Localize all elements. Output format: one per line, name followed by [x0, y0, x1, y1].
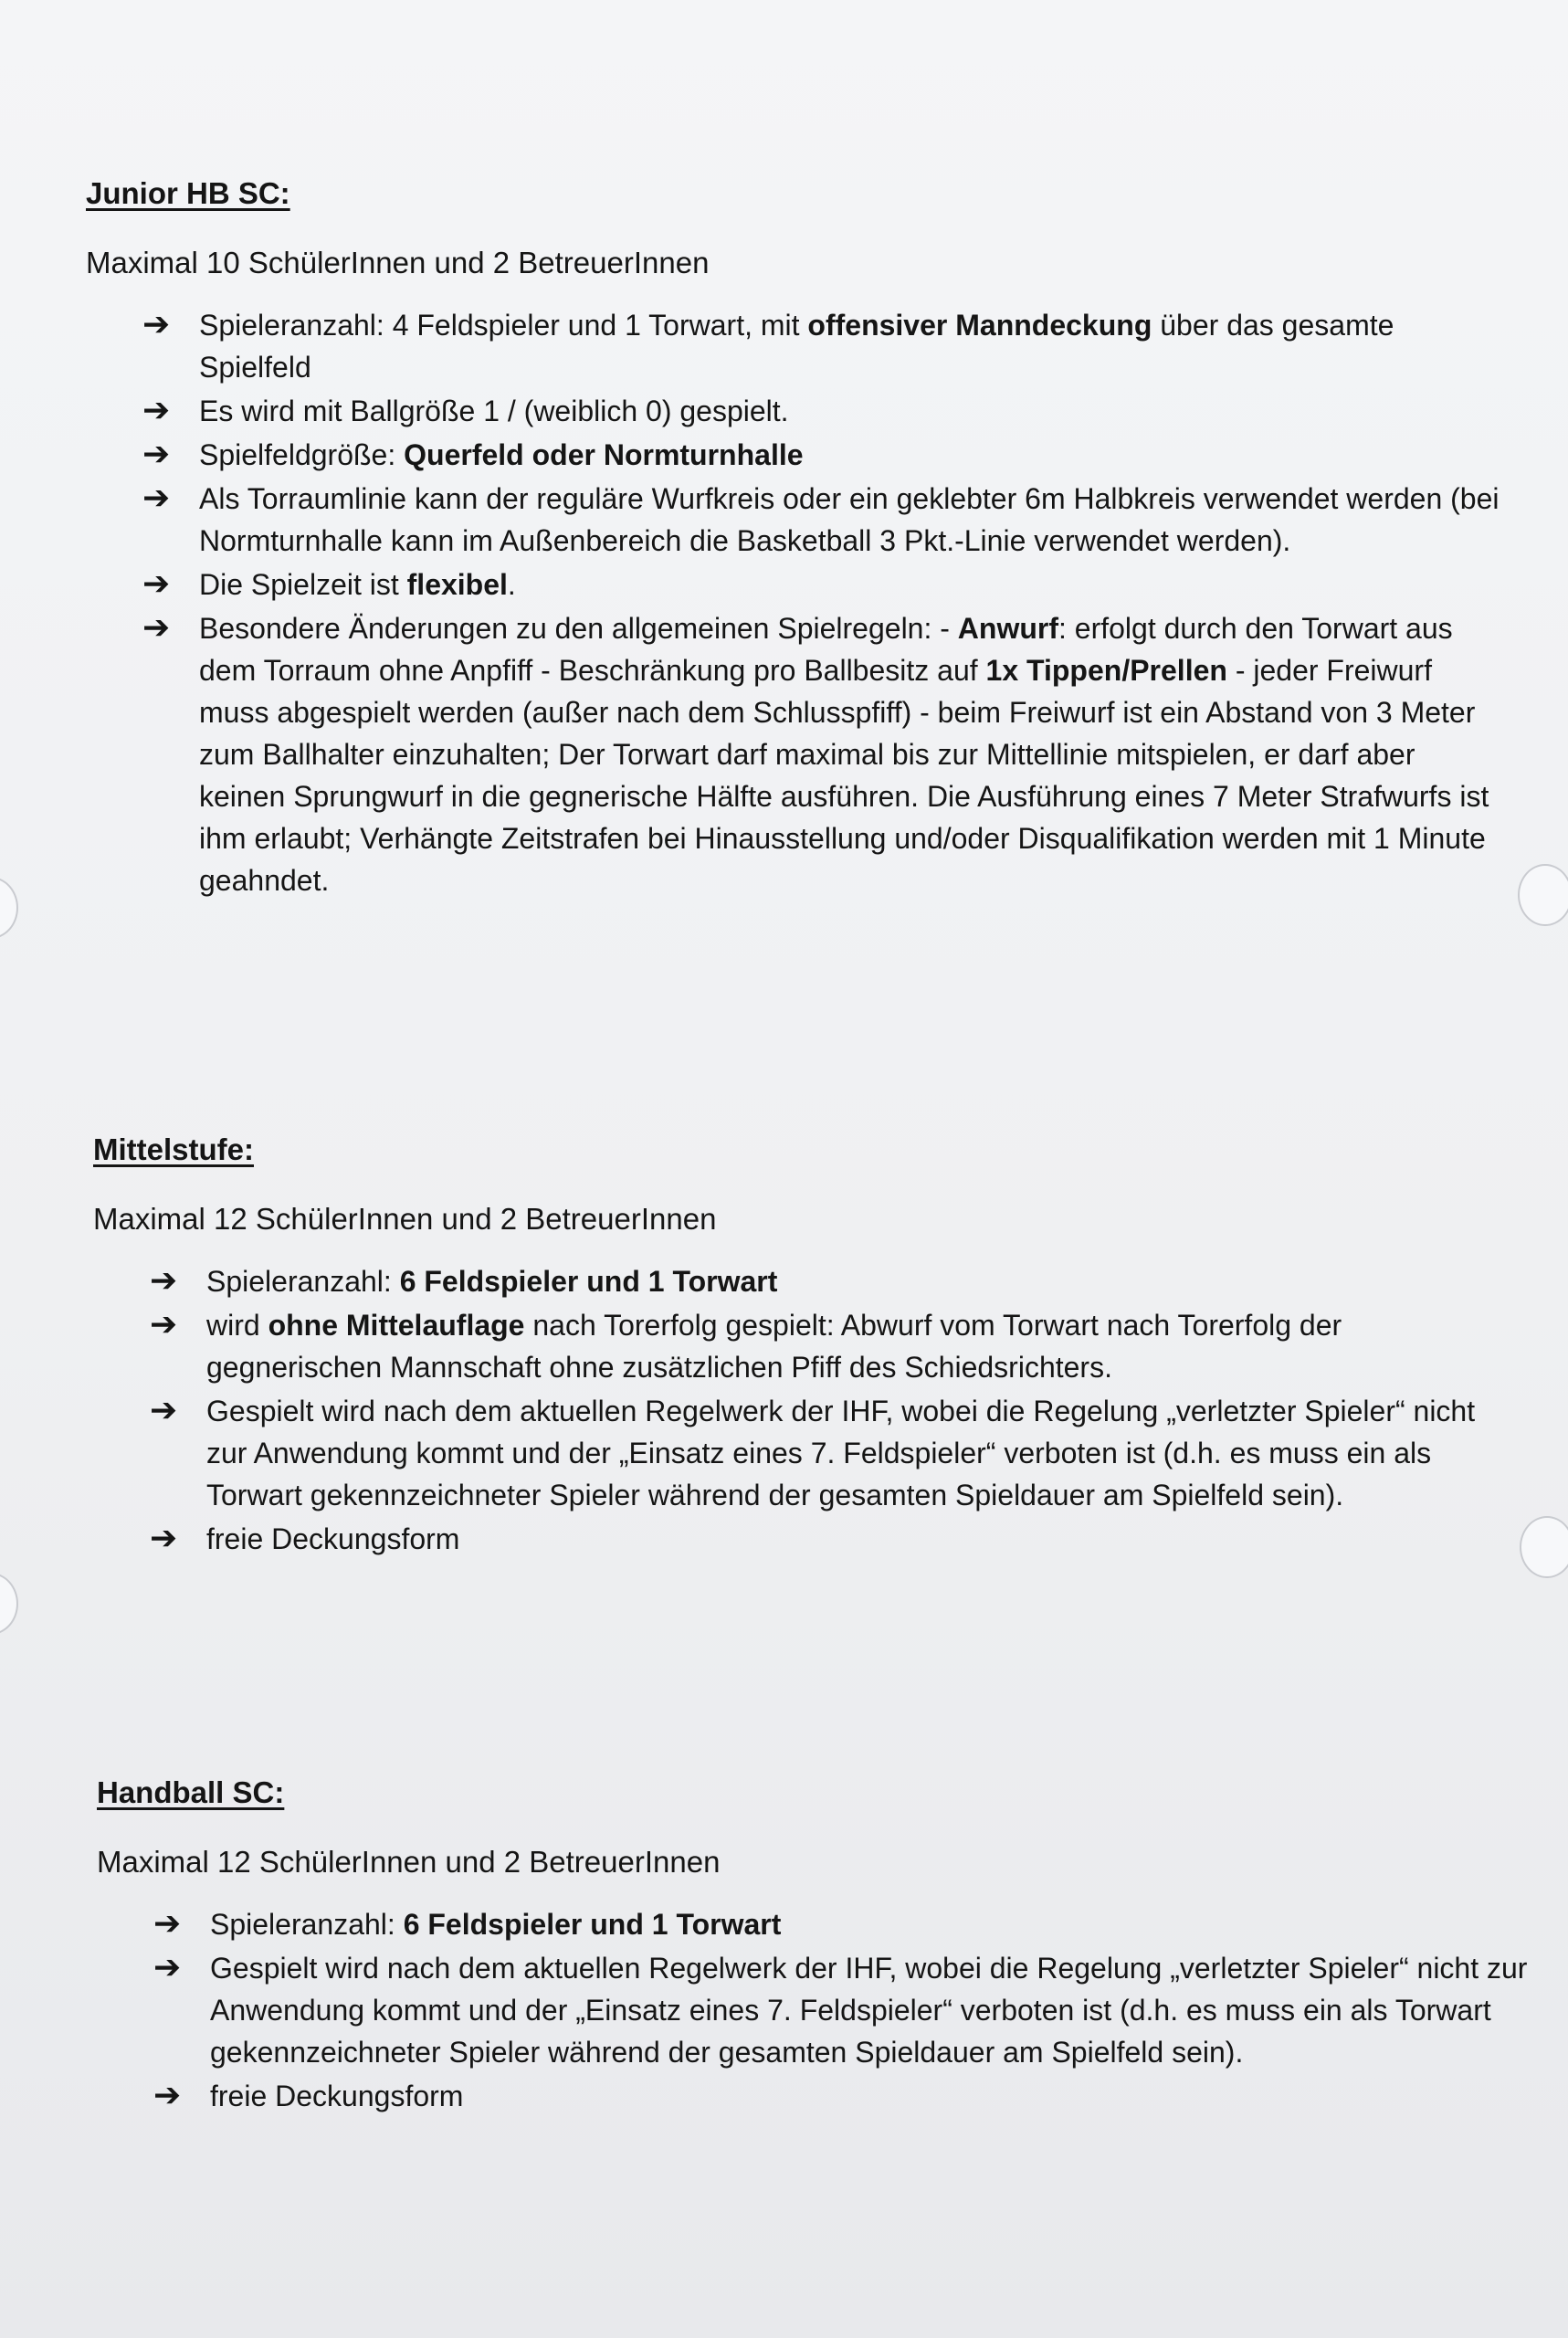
bullet-item — [150, 1518, 1521, 1560]
bullet-item — [153, 1903, 1543, 1945]
arrow-bullet-icon: ➔ — [153, 2077, 182, 2114]
bullet-list — [93, 1260, 1521, 1560]
bullet-list — [86, 304, 1505, 901]
text-run: Gespielt wird nach dem aktuellen Regelwerk der IHF, wobei die Regelung „verletzter Spieler“ nicht zur Anwendung kommt und der „Einsatz eines 7. Feldspieler“ verboten ist (d.h. es muss ein als Torwart gekennzeichneter Spieler während der gesamten Spieldauer am Spielfeld sein). — [206, 1395, 1476, 1511]
bold-text: 1x Tippen/Prellen — [985, 654, 1227, 687]
arrow-bullet-icon: ➔ — [142, 306, 171, 343]
bullet-item — [150, 1304, 1521, 1388]
arrow-bullet-icon: ➔ — [142, 479, 171, 517]
text-run: Spielfeldgröße: — [199, 438, 405, 471]
text-run: Die Spielzeit ist — [199, 568, 407, 601]
text-run: Als Torraumlinie kann der reguläre Wurfkreis oder ein geklebter 6m Halbkreis verwendet werden (bei Normturnhalle kann im Außenbereich die Basketball 3 Pkt.-Linie verwendet werden). — [199, 482, 1500, 557]
text-run: wird — [206, 1309, 268, 1342]
bullet-item — [153, 2075, 1543, 2117]
bold-text: ohne Mittelauflage — [268, 1309, 525, 1342]
arrow-bullet-icon: ➔ — [142, 609, 171, 647]
bold-text: 6 Feldspieler und 1 Torwart — [403, 1908, 782, 1941]
arrow-bullet-icon: ➔ — [142, 436, 171, 473]
section-heading: Mittelstufe: — [93, 1132, 254, 1166]
text-run: Spieleranzahl: 4 Feldspieler und 1 Torwart, mit — [199, 309, 808, 342]
section-mittelstufe — [93, 1132, 1476, 1562]
arrow-bullet-icon: ➔ — [150, 1262, 178, 1300]
section-heading: Junior HB SC: — [86, 176, 290, 210]
bullet-item — [150, 1390, 1521, 1516]
section-intro: Maximal 12 SchülerInnen und 2 BetreuerInnen — [93, 1202, 717, 1236]
text-run: . — [507, 568, 516, 601]
bold-text: offensiver Manndeckung — [807, 309, 1152, 342]
bullet-list — [97, 1903, 1543, 2117]
bold-text: Anwurf — [957, 612, 1058, 645]
arrow-bullet-icon: ➔ — [150, 1520, 178, 1557]
bullet-item — [142, 563, 1505, 606]
arrow-bullet-icon: ➔ — [153, 1905, 182, 1943]
arrow-bullet-icon: ➔ — [153, 1949, 182, 1986]
section-intro: Maximal 10 SchülerInnen und 2 BetreuerInnen — [86, 246, 710, 279]
text-run: Spieleranzahl: — [206, 1265, 400, 1298]
arrow-bullet-icon: ➔ — [150, 1306, 178, 1343]
punch-hole — [1520, 1516, 1568, 1578]
section-junior-hb-sc — [86, 176, 1500, 903]
bullet-item — [142, 434, 1505, 476]
arrow-bullet-icon: ➔ — [150, 1392, 178, 1429]
punch-hole — [0, 1573, 18, 1635]
arrow-bullet-icon: ➔ — [142, 392, 171, 429]
section-heading: Handball SC: — [97, 1775, 285, 1809]
text-run: freie Deckungsform — [206, 1522, 460, 1555]
section-handball-sc — [97, 1775, 1528, 2119]
bullet-item — [150, 1260, 1521, 1302]
bullet-item — [153, 1947, 1543, 2073]
punch-hole — [0, 877, 18, 939]
bullet-item — [142, 390, 1505, 432]
arrow-bullet-icon: ➔ — [142, 565, 171, 603]
text-run: - jeder Freiwurf muss abgespielt werden (außer nach dem Schlusspfiff) - beim Freiwurf ist ein Abstand von 3 Meter zum Ballhalter einzuhalten; Der Torwart darf maximal bis zur Mittellinie mitspielen, er darf aber keinen Sprungwurf in die gegnerische Hälfte ausführen. Die Ausführung eines 7 Meter Strafwurfs ist ihm erlaubt; Verhängte Zeitstrafen bei Hinausstellung und/oder Disqualifikation werden mit 1 Minute geahndet. — [199, 654, 1489, 897]
bold-text: flexibel — [406, 568, 508, 601]
punch-hole — [1518, 864, 1568, 926]
bold-text: Querfeld oder Normturnhalle — [404, 438, 804, 471]
bullet-item — [142, 478, 1505, 562]
text-run: Es wird mit Ballgröße 1 / (weiblich 0) gespielt. — [199, 395, 789, 427]
text-run: über das gesamte Spielfeld — [199, 309, 1394, 384]
text-run: freie Deckungsform — [210, 2080, 464, 2112]
bullet-item — [142, 607, 1505, 901]
bold-text: 6 Feldspieler und 1 Torwart — [399, 1265, 778, 1298]
text-run: Gespielt wird nach dem aktuellen Regelwerk der IHF, wobei die Regelung „verletzter Spieler“ nicht zur Anwendung kommt und der „Einsatz eines 7. Feldspieler“ verboten ist (d.h. es muss ein als Torwart gekennzeichneter Spieler während der gesamten Spieldauer am Spielfeld sein). — [210, 1952, 1528, 2069]
text-run: Besondere Änderungen zu den allgemeinen Spielregeln: - — [199, 612, 958, 645]
text-run: nach Torerfolg gespielt: Abwurf vom Torwart nach Torerfolg der gegnerischen Mannschaft ohne zusätzlichen Pfiff des Schiedsrichters. — [206, 1309, 1342, 1384]
text-run: : erfolgt durch den Torwart aus dem Torraum ohne Anpfiff - Beschränkung pro Ballbesitz auf — [199, 612, 1453, 687]
section-intro: Maximal 12 SchülerInnen und 2 BetreuerInnen — [97, 1845, 721, 1879]
text-run: Spieleranzahl: — [210, 1908, 404, 1941]
bullet-item — [142, 304, 1505, 388]
